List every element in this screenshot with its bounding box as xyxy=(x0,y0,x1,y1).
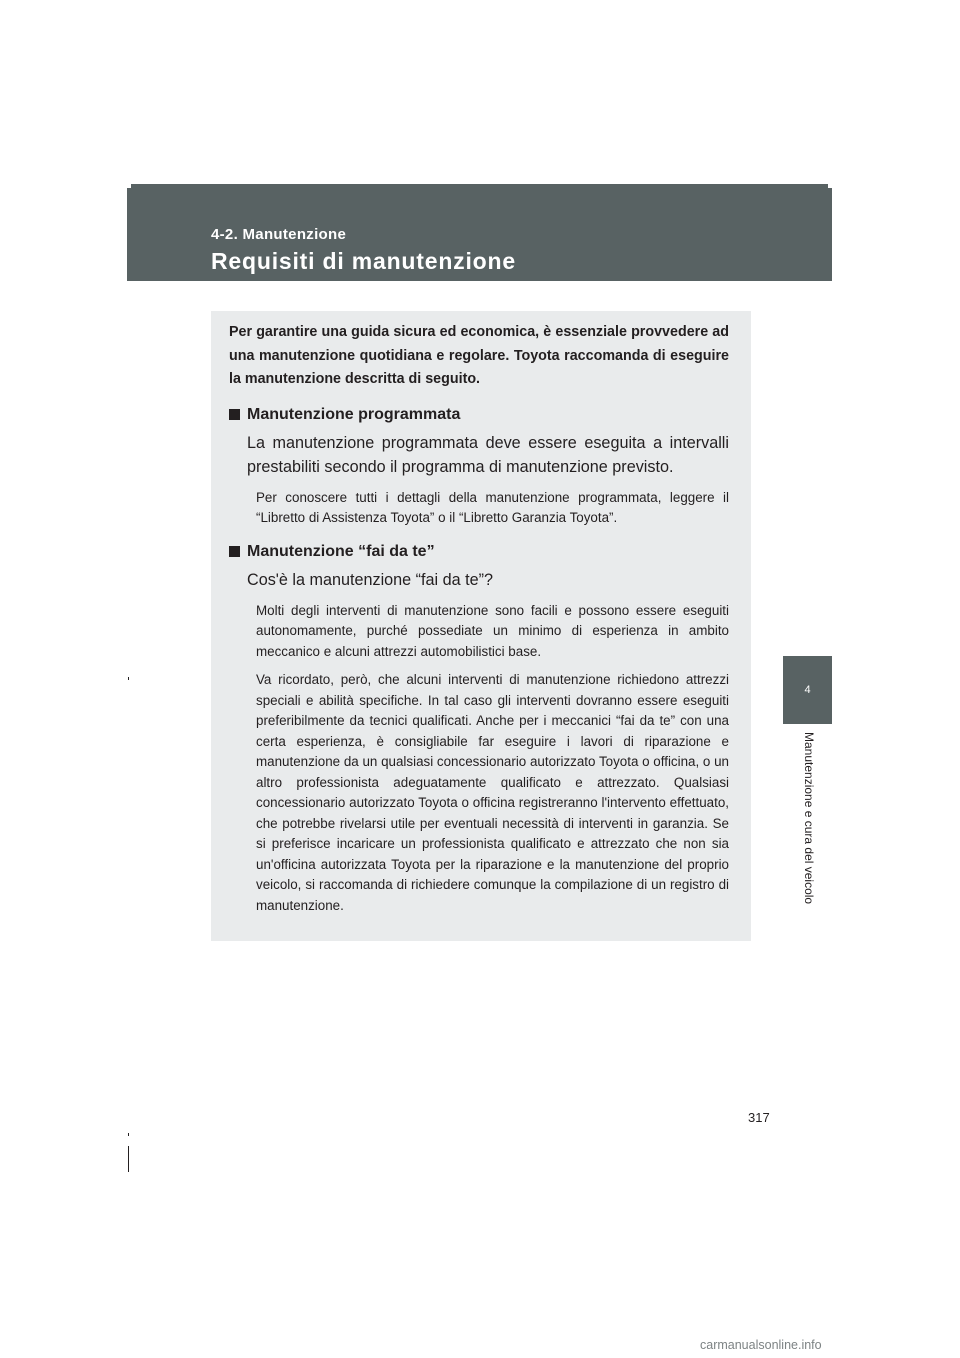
chapter-title-vertical: Manutenzione e cura del veicolo xyxy=(802,732,816,905)
topic-paragraph: Molti degli interventi di manutenzione sono facili e possono essere eseguiti autonomamente, purché possediate un minimo di esperienza in ambito meccanico e alcuni attrezzi automobilistici base. xyxy=(256,602,729,659)
topic-heading-text: Manutenzione “fai da te” xyxy=(247,542,435,560)
intro-paragraph: Per garantire una guida sicura ed economica, è essenziale provvedere ad una manutenzione quotidiana e regolare. Toyota raccomanda di eseguire la manutenzione descritta di seguito. xyxy=(229,324,729,387)
topic-heading xyxy=(229,541,729,563)
topic-paragraph: Va ricordato, però, che alcuni interventi di manutenzione richiedono attrezzi speciali e abilità specifiche. In tal caso gli interventi dovranno essere eseguiti preferibilmente da tecnici qualificati. Anche per i meccanici “fai da te” con una certa esperienza, è consigliabile far eseguire i lavori di riparazione e manutenzione da un qualsiasi concessionario autorizzato Toyota o officina, o un altro professionista adeguatamente qualificato e attrezzato. Qualsiasi concessionario autorizzato Toyota o officina registreranno l'intervento effettuato, che potrebbe rivelarsi utile per eventuali necessità di interventi in garanzia. Se si preferisce incaricare un professionista qualificato e attrezzato che non sia un'officina autorizzata Toyota per la riparazione e la manutenzione del proprio veicolo, si raccomanda di richiedere comunque la compilazione di un registro di manutenzione. xyxy=(256,672,729,913)
chapter-number: 4 xyxy=(804,684,811,696)
chapter-tab[interactable] xyxy=(783,656,832,724)
square-bullet-icon xyxy=(229,409,240,420)
crop-mark xyxy=(128,1146,129,1172)
square-bullet-icon xyxy=(229,546,240,557)
topic-scheduled-maintenance xyxy=(229,404,729,529)
content-box xyxy=(211,311,751,941)
header-corner-notch xyxy=(127,184,131,188)
topic-diy-maintenance xyxy=(229,541,729,917)
crop-mark xyxy=(128,677,129,680)
page-title: Requisiti di manutenzione xyxy=(211,248,516,274)
watermark: carmanualsonline.info xyxy=(700,1338,822,1352)
topic-paragraph: Per conoscere tutti i dettagli della manutenzione programmata, leggere il “Libretto di Assistenza Toyota” o il “Libretto Garanzia Toyota”. xyxy=(256,489,729,525)
header-corner-notch xyxy=(828,184,832,188)
section-label: 4-2. Manutenzione xyxy=(211,226,347,243)
topic-heading xyxy=(229,404,729,426)
topic-lead: Cos'è la manutenzione “fai da te”? xyxy=(247,570,494,589)
topic-heading-text: Manutenzione programmata xyxy=(247,405,461,423)
crop-mark xyxy=(128,1133,129,1136)
topic-lead: La manutenzione programmata deve essere eseguita a intervalli prestabiliti secondo il programma di manutenzione previsto. xyxy=(247,433,729,476)
page-number: 317 xyxy=(748,1110,770,1125)
